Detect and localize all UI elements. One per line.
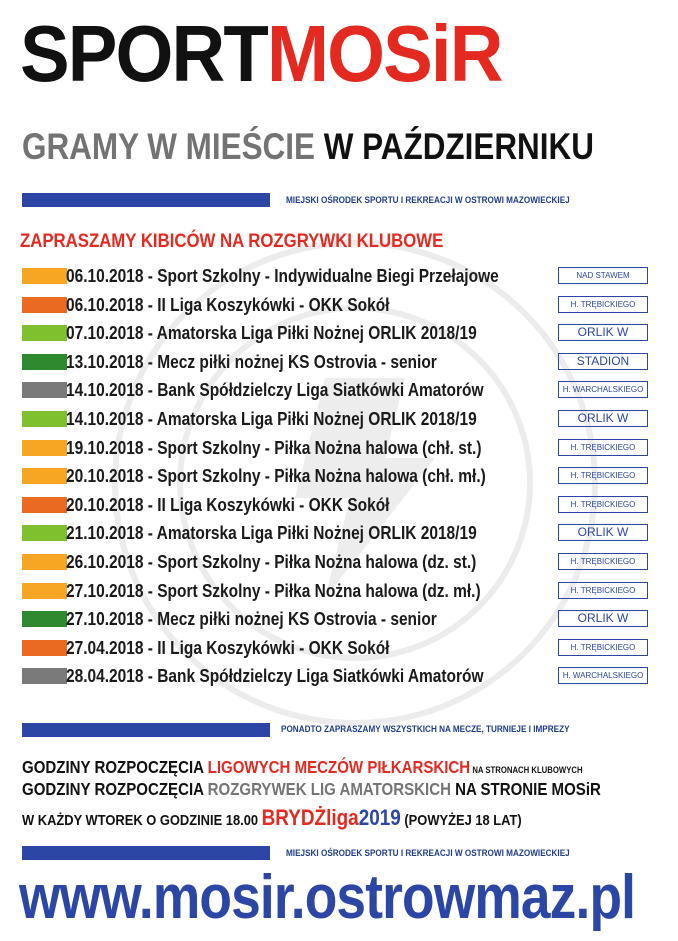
event-venue-badge: ORLIK W [558,524,648,541]
event-text: 20.10.2018 - Sport Szkolny - Piłka Nożna halowa (chł. mł.) [66,466,486,486]
divider-bar-bottom [22,846,270,860]
divider-bar-middle [22,723,270,737]
event-venue-badge: H. TRĘBICKIEGO [558,439,648,456]
org-line-bottom: MIEJSKI OŚRODEK SPORTU I REKREACJI W OSTROWI MAZOWIECKIEJ [286,848,570,859]
event-color-swatch [22,525,67,541]
event-text: 27.10.2018 - Sport Szkolny - Piłka Nożna halowa (dz. mł.) [66,581,481,601]
event-color-swatch [22,382,67,398]
org-line-middle: PONADTO ZAPRASZAMY WSZYSTKICH NA MECZE, TURNIEJE I IMPREZY [281,724,570,735]
event-venue-badge: H. TRĘBICKIEGO [558,553,648,570]
event-row [22,637,652,659]
hours-line-1-a: GODZINY ROZPOCZĘCIA [22,757,208,777]
hours-line-1-b: LIGOWYCH MECZÓW PIŁKARSKICH [207,757,471,777]
event-text: 06.10.2018 - II Liga Koszykówki - OKK Sokół [66,295,390,315]
event-color-swatch [22,583,67,599]
bridge-league-year: 2019 [358,805,401,830]
event-row [22,522,652,544]
event-venue-badge: H. WARCHALSKIEGO [558,667,648,684]
hours-line-1-c: NA STRONACH KLUBOWYCH [470,765,583,775]
event-text: 28.04.2018 - Bank Spółdzielczy Liga Siatkówki Amatorów [66,666,484,686]
subtitle-black: W PAŹDZIERNIKU [323,126,594,167]
event-row [22,379,652,401]
event-color-swatch [22,268,67,284]
event-text: 26.10.2018 - Sport Szkolny - Piłka Nożna halowa (dz. st.) [66,552,477,572]
event-color-swatch [22,440,67,456]
event-text: 07.10.2018 - Amatorska Liga Piłki Nożnej ORLIK 2018/19 [66,323,477,343]
hours-line-3-d: (POWYŻEJ 18 LAT) [400,812,522,829]
event-row [22,465,652,487]
event-color-swatch [22,668,67,684]
event-venue-badge: STADION [558,353,648,370]
event-text: 21.10.2018 - Amatorska Liga Piłki Nożnej ORLIK 2018/19 [66,523,477,543]
event-row [22,351,652,373]
event-text: 19.10.2018 - Sport Szkolny - Piłka Nożna halowa (chł. st.) [66,438,482,458]
invite-heading: ZAPRASZAMY KIBICÓW NA ROZGRYWKI KLUBOWE [20,230,444,252]
poster-subtitle [22,128,594,165]
event-row [22,294,652,316]
event-color-swatch [22,611,67,627]
hours-line-2-c: NA STRONIE MOSiR [450,779,601,799]
event-color-swatch [22,354,67,370]
event-venue-badge: H. TRĘBICKIEGO [558,467,648,484]
event-venue-badge: ORLIK W [558,324,648,341]
event-venue-badge: H. WARCHALSKIEGO [558,381,648,398]
hours-line-2-a: GODZINY ROZPOCZĘCIA [22,779,208,799]
headline-mosir: MOSiR [267,9,502,98]
event-row [22,608,652,630]
event-venue-badge: H. TRĘBICKIEGO [558,639,648,656]
bridge-league-name: BRYDŻliga [261,805,359,830]
event-text: 27.04.2018 - II Liga Koszykówki - OKK Sokół [66,638,390,658]
divider-bar-top [22,193,270,207]
event-row [22,437,652,459]
event-text: 27.10.2018 - Mecz piłki nożnej KS Ostrovia - senior [66,609,437,629]
event-row [22,322,652,344]
hours-line-2 [22,779,601,800]
event-row [22,551,652,573]
event-color-swatch [22,325,67,341]
headline-sport: SPORT [20,9,268,98]
org-line-top: MIEJSKI OŚRODEK SPORTU I REKREACJI W OSTROWI MAZOWIECKIEJ [286,195,570,206]
event-color-swatch [22,640,67,656]
poster-headline [20,9,502,98]
subtitle-grey: GRAMY W MIEŚCIE [22,126,315,167]
event-text: 14.10.2018 - Bank Spółdzielczy Liga Siatkówki Amatorów [66,380,484,400]
hours-line-2-b: ROZGRYWEK LIG AMATORSKICH [207,779,451,799]
event-text: 06.10.2018 - Sport Szkolny - Indywidualne Biegi Przełajowe [66,266,499,286]
event-venue-badge: ORLIK W [558,410,648,427]
event-row [22,265,652,287]
event-venue-badge: H. TRĘBICKIEGO [558,296,648,313]
event-venue-badge: NAD STAWEM [558,267,648,284]
event-venue-badge: H. TRĘBICKIEGO [558,496,648,513]
event-venue-badge: ORLIK W [558,610,648,627]
event-color-swatch [22,554,67,570]
hours-line-1 [22,757,583,778]
event-color-swatch [22,497,67,513]
website-url[interactable]: www.mosir.ostrowmaz.pl [19,863,636,932]
event-row [22,665,652,687]
hours-line-3-a: W KAŻDY WTOREK O GODZINIE 18.00 [22,812,262,829]
event-row [22,408,652,430]
event-text: 13.10.2018 - Mecz piłki nożnej KS Ostrovia - senior [66,352,437,372]
event-text: 20.10.2018 - II Liga Koszykówki - OKK Sokół [66,495,390,515]
event-row [22,494,652,516]
event-color-swatch [22,297,67,313]
hours-line-3 [22,805,522,831]
event-row [22,580,652,602]
event-text: 14.10.2018 - Amatorska Liga Piłki Nożnej ORLIK 2018/19 [66,409,477,429]
event-color-swatch [22,411,67,427]
event-venue-badge: H. TRĘBICKIEGO [558,582,648,599]
event-color-swatch [22,468,67,484]
